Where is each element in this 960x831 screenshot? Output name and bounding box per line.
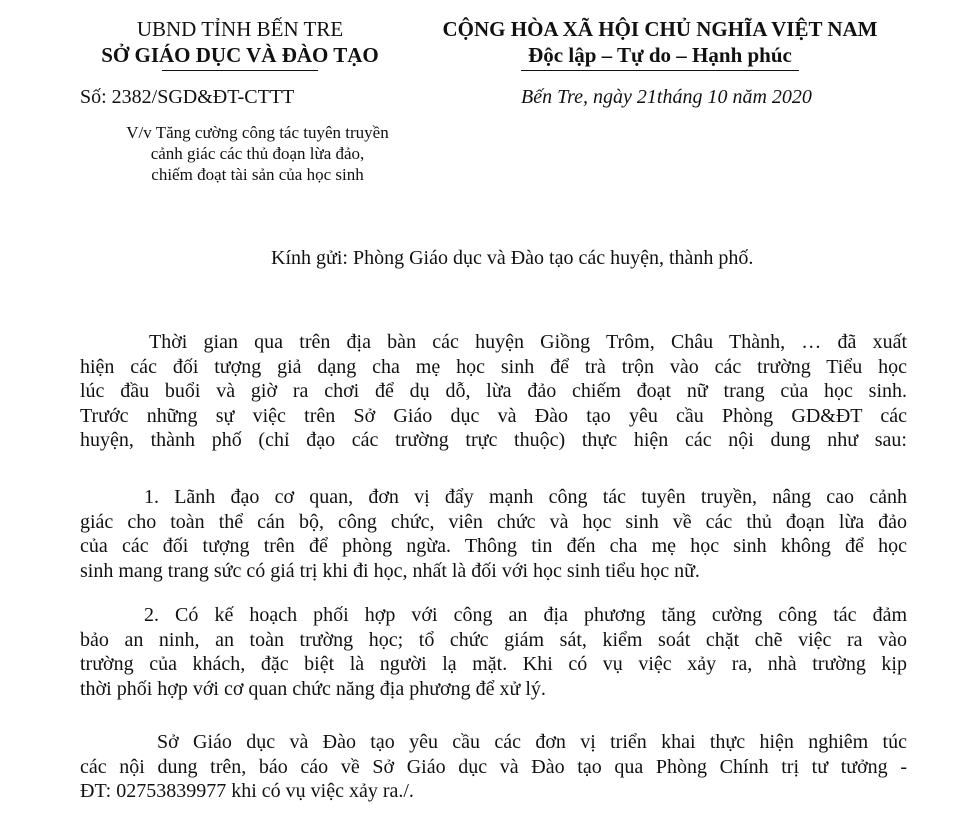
paragraph-line: thời phối hợp với cơ quan chức năng địa phương để xử lý.	[80, 677, 546, 700]
recipient-line: Kính gửi: Phòng Giáo dục và Đào tạo các huyện, thành phố.	[271, 247, 754, 269]
document-number: Số: 2382/SGD&ĐT-CTTT	[80, 86, 295, 108]
body-paragraph-3	[80, 603, 907, 701]
subject-line: chiếm đoạt tài sản của học sinh	[151, 165, 364, 184]
paragraph-line: hiện các đối tượng giả dạng cha mẹ học sinh để trà trộn vào các trường Tiểu học	[80, 355, 907, 378]
paragraph-line: giác cho toàn thể cán bộ, công chức, viên chức và học sinh về các thủ đoạn lừa đảo	[80, 510, 907, 533]
motto-underline	[521, 70, 799, 71]
subject-line: V/v Tăng cường công tác tuyên truyền	[126, 123, 389, 142]
subject-block	[80, 122, 435, 185]
paragraph-line: 2. Có kế hoạch phối hợp với công an địa phương tăng cường công tác đảm	[144, 604, 907, 626]
body-paragraph-2	[80, 485, 907, 583]
agency-parent: UBND TỈNH BẾN TRE	[136, 17, 344, 41]
paragraph-line: huyện, thành phố (chỉ đạo các trường trực thuộc) thực hiện các nội dung như sau:	[80, 429, 907, 452]
paragraph-line: của các đối tượng trên để phòng ngừa. Thông tin đến cha mẹ học sinh không để học	[80, 535, 907, 558]
paragraph-line: 1. Lãnh đạo cơ quan, đơn vị đẩy mạnh công tác tuyên truyền, nâng cao cảnh	[144, 486, 907, 508]
agency-name: SỞ GIÁO DỤC VÀ ĐÀO TẠO	[101, 43, 379, 67]
place-date: Bến Tre, ngày 21tháng 10 năm 2020	[521, 86, 812, 108]
paragraph-line: Thời gian qua trên địa bàn các huyện Giồng Trôm, Châu Thành, … đã xuất	[149, 331, 907, 353]
body-paragraph-4	[80, 730, 907, 804]
nation-motto: Độc lập – Tự do – Hạnh phúc	[528, 43, 792, 67]
paragraph-line: Trước những sự việc trên Sở Giáo dục và Đào tạo yêu cầu Phòng GD&ĐT các	[80, 404, 907, 427]
paragraph-line: Sở Giáo dục và Đào tạo yêu cầu các đơn vị triển khai thực hiện nghiêm túc	[157, 731, 907, 753]
paragraph-line: các nội dung trên, báo cáo về Sở Giáo dục và Đào tạo qua Phòng Chính trị tư tưởng -	[80, 755, 907, 778]
nation-title: CỘNG HÒA XÃ HỘI CHỦ NGHĨA VIỆT NAM	[442, 17, 878, 41]
agency-underline	[162, 70, 318, 71]
paragraph-line: lúc đầu buổi và giờ ra chơi để dụ dỗ, lừa đảo chiếm đoạt nữ trang của học sinh.	[80, 380, 907, 403]
paragraph-line: trường của khách, đặc biệt là người lạ mặt. Khi có vụ việc xảy ra, nhà trường kịp	[80, 653, 907, 676]
paragraph-line: bảo an ninh, an toàn trường học; tổ chức giám sát, kiểm soát chặt chẽ việc ra vào	[80, 628, 907, 651]
paragraph-line: sinh mang trang sức có giá trị khi đi học, nhất là đối với học sinh tiểu học nữ.	[80, 559, 700, 582]
body-paragraph-1	[80, 330, 907, 453]
paragraph-line: ĐT: 02753839977 khi có vụ việc xảy ra./.	[80, 780, 414, 803]
subject-line: cảnh giác các thủ đoạn lừa đảo,	[150, 144, 365, 163]
